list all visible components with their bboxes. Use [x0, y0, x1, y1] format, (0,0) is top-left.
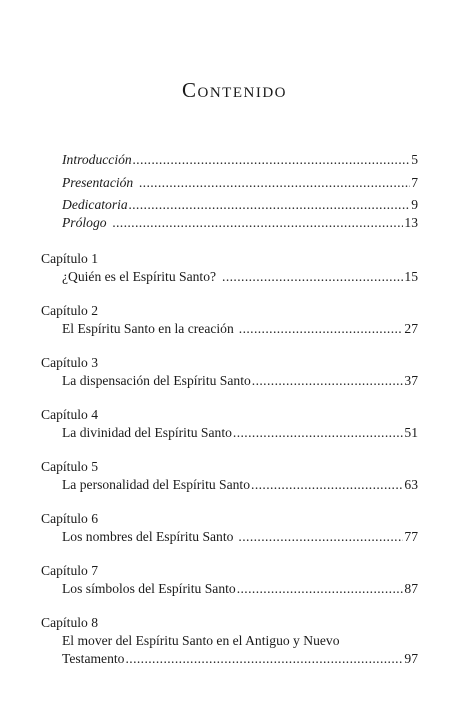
toc-entry-title: Los nombres del Espíritu Santo [62, 529, 234, 544]
chapter-label: Capítulo 5 [41, 459, 99, 474]
toc-entry-label: Presentación [62, 175, 134, 190]
toc-entry-chapter-1[interactable] [62, 268, 418, 286]
toc-entry-presentacion[interactable] [62, 174, 418, 192]
toc-entry-prologo[interactable] [62, 214, 418, 232]
toc-entry-title: La divinidad del Espíritu Santo [62, 425, 232, 440]
toc-entry-page: 13 [404, 215, 418, 230]
toc-entry-title: El Espíritu Santo en la creación [62, 321, 234, 336]
toc-entry-title: ¿Quién es el Espíritu Santo? [62, 269, 217, 284]
dot-leader [129, 196, 411, 214]
toc-entry-dedicatoria[interactable] [62, 196, 418, 214]
dot-leader [133, 151, 410, 169]
toc-entry-page: 77 [404, 529, 418, 544]
toc-entry-page: 97 [404, 651, 418, 666]
chapter-label: Capítulo 1 [41, 251, 99, 266]
dot-leader [139, 174, 410, 192]
toc-entry-page: 63 [404, 477, 418, 492]
toc-entry-chapter-3[interactable] [62, 372, 418, 390]
toc-entry-page: 7 [411, 175, 418, 190]
toc-entry-title-line1: El mover del Espíritu Santo en el Antiguo y Nuevo [62, 633, 340, 648]
dot-leader [252, 372, 404, 390]
dot-leader [233, 424, 404, 442]
dot-leader [238, 528, 403, 546]
toc-entry-chapter-7[interactable] [62, 580, 418, 598]
toc-entry-page: 87 [404, 581, 418, 596]
toc-entry-chapter-2[interactable] [62, 320, 418, 338]
toc-entry-page: 27 [404, 321, 418, 336]
toc-entry-title: La dispensación del Espíritu Santo [62, 373, 251, 388]
page-title: Contenido [182, 78, 287, 102]
toc-entry-label: Prólogo [62, 215, 107, 230]
toc-entry-chapter-6[interactable] [62, 528, 418, 546]
toc-entry-chapter-4[interactable] [62, 424, 418, 442]
dot-leader [113, 214, 404, 232]
chapter-label: Capítulo 6 [41, 511, 99, 526]
toc-entry-label: Dedicatoria [62, 197, 128, 212]
chapter-label: Capítulo 3 [41, 355, 99, 370]
dot-leader [237, 580, 404, 598]
toc-entry-label: Introducción [62, 152, 132, 167]
toc-entry-title: Los símbolos del Espíritu Santo [62, 581, 236, 596]
toc-entry-page: 5 [411, 152, 418, 167]
dot-leader [251, 476, 403, 494]
toc-entry-title: La personalidad del Espíritu Santo [62, 477, 251, 492]
toc-entry-title-line2: Testamento [62, 651, 125, 666]
chapter-label: Capítulo 4 [41, 407, 99, 422]
toc-entry-page: 15 [404, 269, 418, 284]
toc-entry-introduccion[interactable] [62, 151, 418, 169]
dot-leader [239, 320, 404, 338]
toc-entry-page: 51 [404, 425, 418, 440]
chapter-label: Capítulo 2 [41, 303, 99, 318]
toc-entry-page: 37 [404, 373, 418, 388]
toc-entry-chapter-8[interactable] [62, 650, 418, 668]
toc-entry-page: 9 [411, 197, 418, 212]
dot-leader [125, 650, 403, 668]
chapter-label: Capítulo 7 [41, 563, 99, 578]
dot-leader [222, 268, 403, 286]
chapter-label: Capítulo 8 [41, 615, 99, 630]
toc-entry-chapter-5[interactable] [62, 476, 418, 494]
